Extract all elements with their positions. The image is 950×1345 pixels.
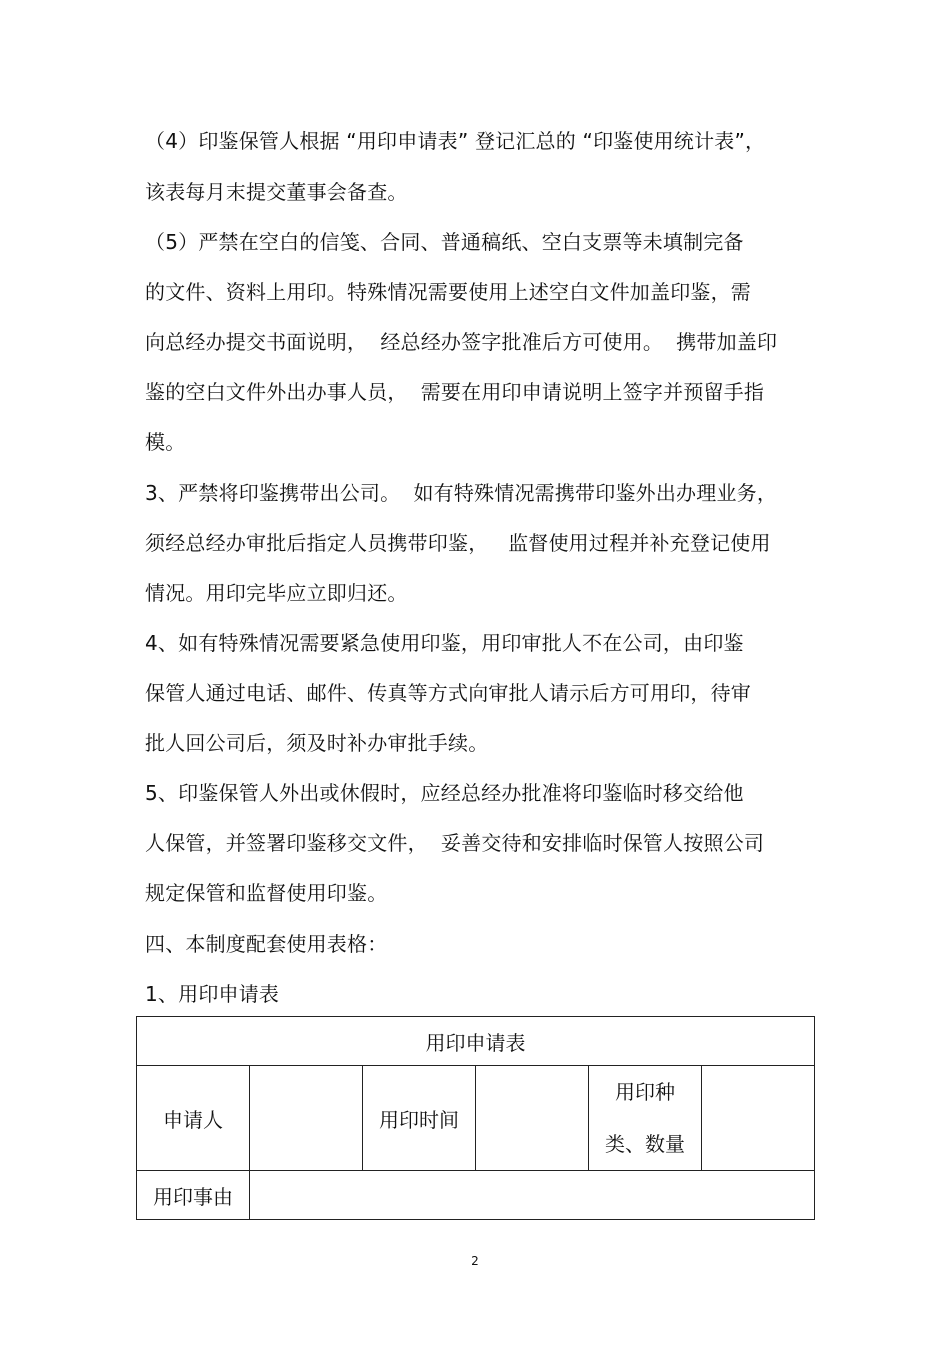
subsection-heading: 1、用印申请表 [145,982,280,1006]
seal-type-label-line2: 类、数量 [605,1132,685,1156]
seal-type-quantity-field[interactable] [702,1066,815,1171]
text-line: 人保管，并签署印鉴移交文件， 妥善交待和安排临时保管人按照公司 [145,831,765,855]
section-heading: 四、本制度配套使用表格： [145,932,388,956]
text-line: 该表每月末提交董事会备查。 [145,180,408,204]
text-line: 的文件、资料上用印。特殊情况需要使用上述空白文件加盖印鉴，需 [145,280,751,304]
text-line: （4）印鉴保管人根据 “用印申请表” 登记汇总的 “印鉴使用统计表”， [145,129,766,153]
text-line: （5）严禁在空白的信笺、合同、普通稿纸、空白支票等未填制完备 [145,230,744,254]
page-number: 2 [471,1254,479,1268]
seal-application-form [136,1016,815,1220]
seal-type-quantity-label [589,1066,702,1171]
text-line: 规定保管和监督使用印鉴。 [145,881,388,905]
seal-time-label: 用印时间 [363,1066,476,1171]
text-line: 向总经办提交书面说明， 经总经办签字批准后方可使用。 携带加盖印 [145,330,778,354]
seal-time-field[interactable] [476,1066,589,1171]
applicant-label: 申请人 [137,1066,250,1171]
text-line: 须经总经办审批后指定人员携带印鉴， 监督使用过程并补充登记使用 [145,531,771,555]
text-line: 情况。用印完毕应立即归还。 [145,581,408,605]
text-line: 批人回公司后，须及时补办审批手续。 [145,731,489,755]
text-line: 4、如有特殊情况需要紧急使用印鉴，用印审批人不在公司，由印鉴 [145,631,744,655]
text-line: 3、严禁将印鉴携带出公司。 如有特殊情况需携带印鉴外出办理业务， [145,481,778,505]
form-title: 用印申请表 [137,1017,815,1066]
seal-reason-label: 用印事由 [137,1171,250,1220]
seal-type-label-line1: 用印种 [615,1080,675,1104]
seal-reason-field[interactable] [250,1171,815,1220]
text-line: 模。 [145,430,186,454]
applicant-field[interactable] [250,1066,363,1171]
text-line: 鉴的空白文件外出办事人员， 需要在用印申请说明上签字并预留手指 [145,380,765,404]
text-line: 5、印鉴保管人外出或休假时，应经总经办批准将印鉴临时移交给他 [145,781,744,805]
text-line: 保管人通过电话、邮件、传真等方式向审批人请示后方可用印，待审 [145,681,751,705]
